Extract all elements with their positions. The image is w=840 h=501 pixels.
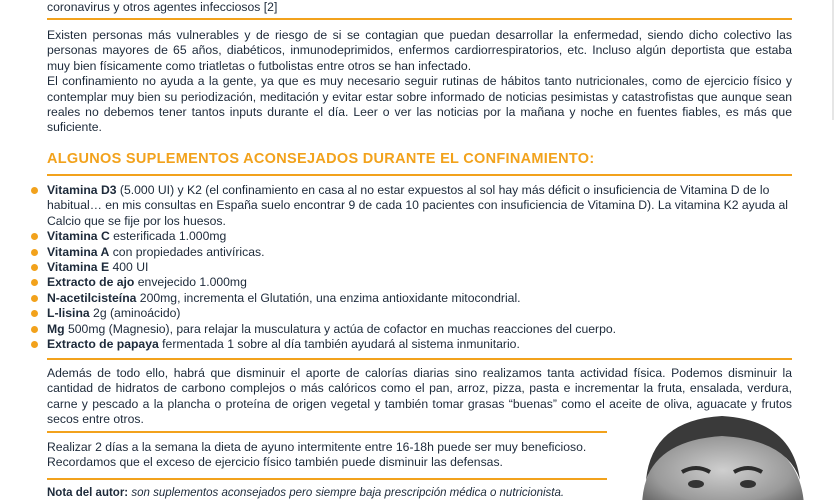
bullet-icon bbox=[31, 264, 38, 271]
bullet-icon bbox=[31, 341, 38, 348]
divider bbox=[47, 358, 792, 360]
list-item: N-acetilcisteína 200mg, incrementa el Glutatión, una enzima antioxidante mitocondrial. bbox=[47, 291, 792, 306]
list-item: Extracto de papaya fermentada 1 sobre al día también ayudará al sistema inmunitario. bbox=[47, 337, 792, 352]
fasting-section bbox=[47, 440, 607, 471]
list-item: L-lisina 2g (aminoácido) bbox=[47, 306, 792, 321]
intro-line: coronavirus y otros agentes infecciosos [2] bbox=[47, 0, 278, 14]
list-item: Extracto de ajo envejecido 1.000mg bbox=[47, 275, 792, 290]
list-item: Vitamina C esterificada 1.000mg bbox=[47, 229, 792, 244]
author-note: Nota del autor: son suplementos aconsejados pero siempre baja prescripción médica o nutricionista. bbox=[47, 487, 565, 499]
paragraph-confinement: El confinamiento no ayuda a la gente, ya que es muy necesario seguir rutinas de hábitos tanto nutricionales, como de ejercicio físico y contemplar muy bien su periodización, meditación y evitar estar sobre informado de noticias pesimistas y catastrofistas que aunque sean reales no debemos tener tantos inputs durante el día. Leer o ver las noticias por la mañana y noche en fuentes fiables, es más que suficiente. bbox=[47, 74, 792, 135]
bullet-icon bbox=[31, 326, 38, 333]
bullet-icon bbox=[31, 233, 38, 240]
bullet-icon bbox=[31, 295, 38, 302]
list-item: Mg 500mg (Magnesio), para relajar la musculatura y actúa de cofactor en muchas reacciones del cuerpo. bbox=[47, 322, 792, 337]
divider bbox=[47, 478, 607, 480]
paragraph-diet: Además de todo ello, habrá que disminuir el aporte de calorías diarias sino realizamos tanta actividad física. Podemos disminuir la cantidad de hidratos de carbono complejos o más calóricos como el pan, arroz, pizza, pasta e incrementar la fruta, ensalada, verdura, carne y pescado a la plancha o proteína de origen vegetal y también tomar grasas “buenas” como el aceite de oliva, aguacate y frutos secos entre otros. bbox=[47, 366, 792, 427]
margin-rule bbox=[832, 0, 834, 120]
paragraph-exercise: Recordamos que el exceso de ejercicio físico también puede disminuir las defensas. bbox=[47, 455, 503, 470]
section-heading: ALGUNOS SUPLEMENTOS ACONSEJADOS DURANTE EL CONFINAMIENTO: bbox=[47, 151, 595, 167]
bullet-icon bbox=[31, 310, 38, 317]
intro-section bbox=[47, 28, 792, 136]
bullet-icon bbox=[31, 249, 38, 256]
divider bbox=[47, 174, 792, 176]
bullet-icon bbox=[31, 187, 38, 194]
author-photo bbox=[622, 410, 822, 500]
divider bbox=[47, 18, 792, 20]
list-item: Vitamina D3 (5.000 UI) y K2 (el confinamiento en casa al no estar expuestos al sol hay más déficit o insuficiencia de Vitamina D de lo habitual… en mis consultas en España suelo encontrar 9 de cada 10 pacientes con insuficiencia de Vitamina D). La vitamina K2 ayuda al Calcio que se fije por los huesos. bbox=[47, 183, 792, 229]
bullet-icon bbox=[31, 279, 38, 286]
list-item: Vitamina A con propiedades antivíricas. bbox=[47, 245, 792, 260]
paragraph-fasting: Realizar 2 días a la semana la dieta de ayuno intermitente entre 16-18h puede ser muy beneficioso. bbox=[47, 440, 587, 454]
supplement-list bbox=[47, 183, 792, 352]
paragraph-vulnerable: Existen personas más vulnerables y de riesgo de si se contagian que puedan desarrollar la enfermedad, siendo dicho colectivo las personas mayores de 65 años, diabéticos, inmunodeprimidos, enfermos cardiorrespiratorios, etc. Incluso algún deportista que estaba muy bien físicamente como triatletas o futbolistas entre otros se han infectado. bbox=[47, 28, 792, 73]
list-item: Vitamina E 400 UI bbox=[47, 260, 792, 275]
divider bbox=[47, 431, 607, 433]
